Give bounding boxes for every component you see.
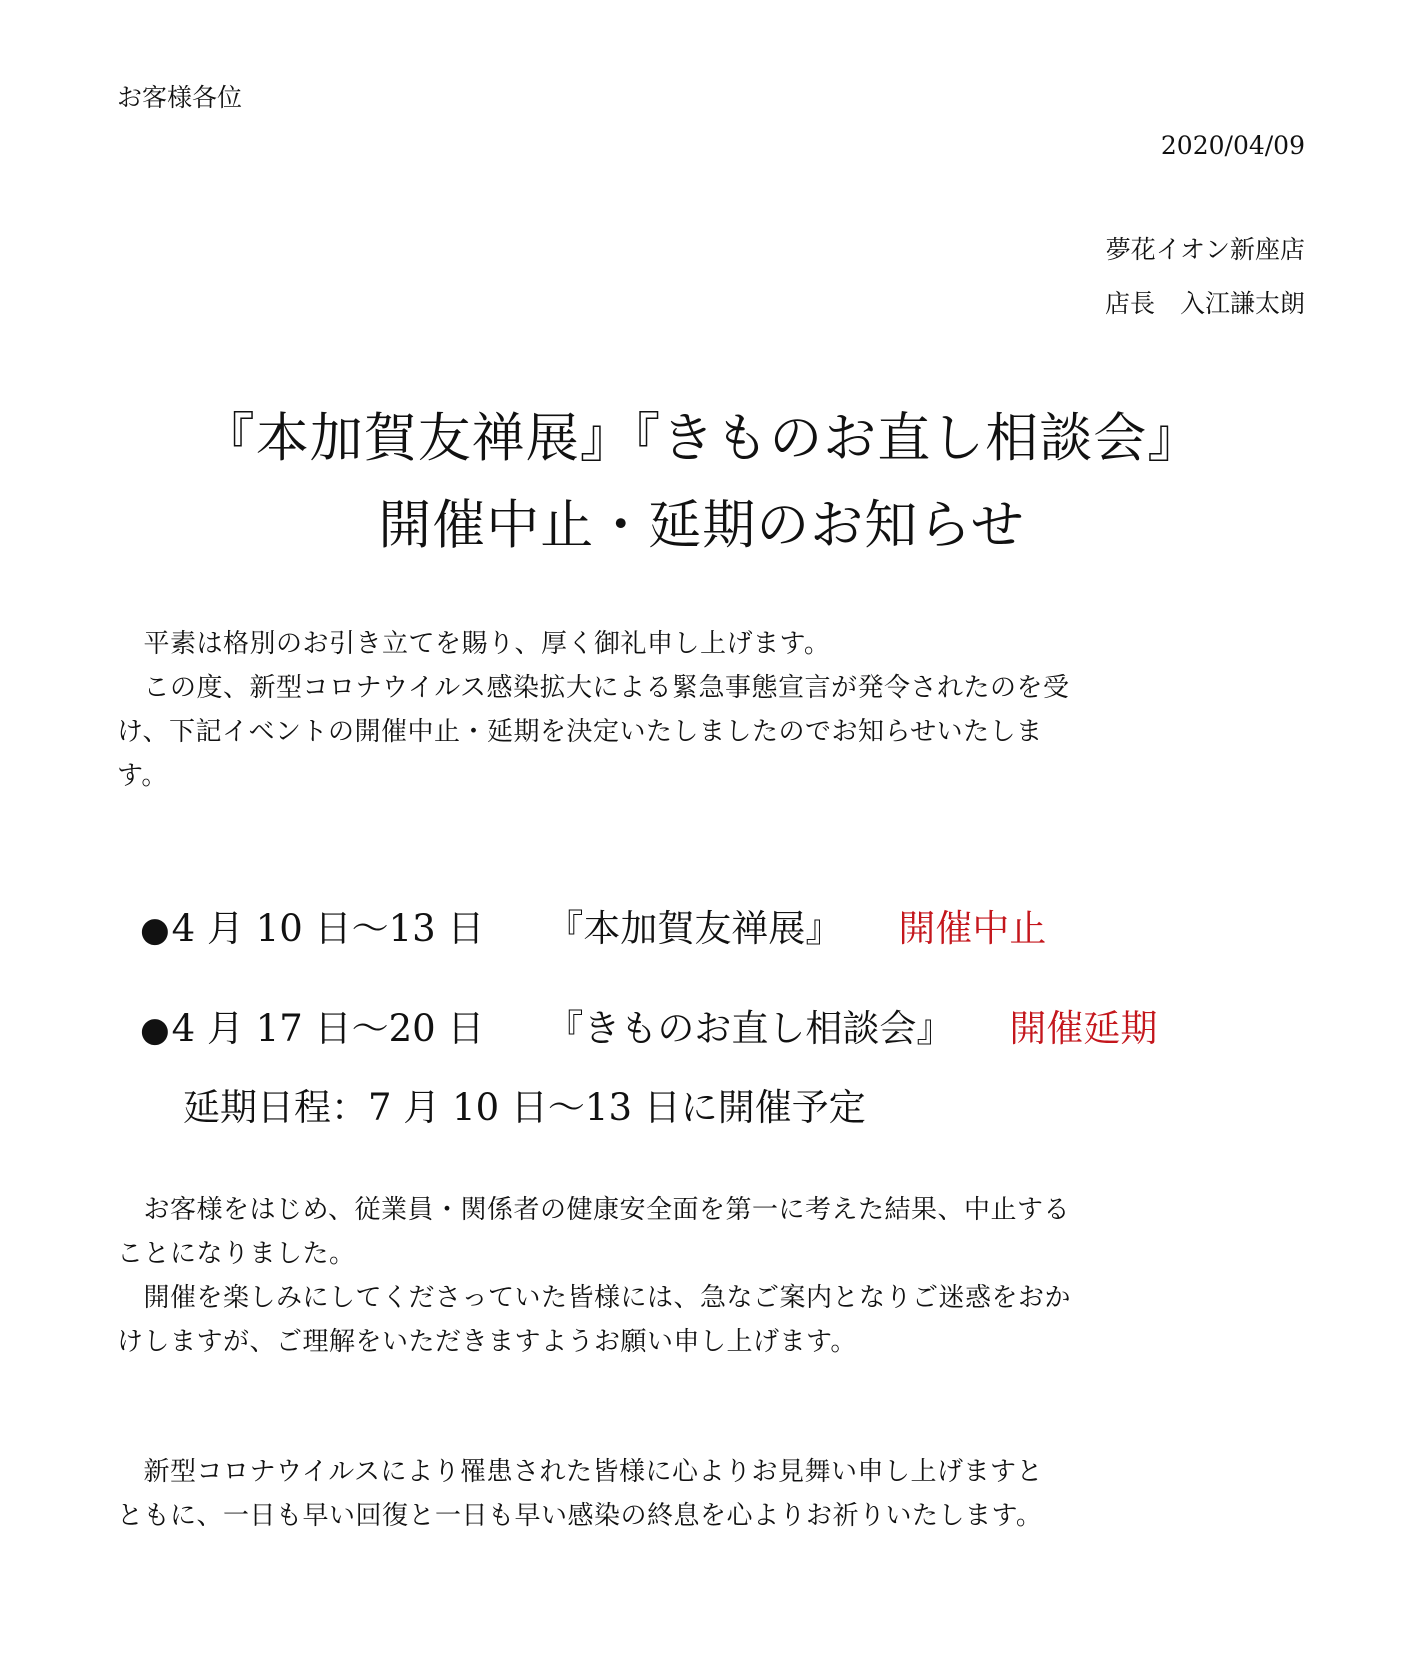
event-dates: 4 月 17 日〜20 日: [171, 1007, 485, 1050]
reason-line: お客様をはじめ、従業員・関係者の健康安全面を第一に考えた結果、中止する: [117, 1195, 1070, 1225]
store-name: 夢花イオン新座店: [1105, 235, 1305, 264]
event-row-yuzen: [140, 904, 1046, 955]
bullet-icon: ●: [140, 1010, 170, 1050]
event-status-postponed: 開催延期: [1009, 1007, 1158, 1050]
event-name: 『きものお直し相談会』: [546, 1007, 954, 1050]
sympathy-line: ともに、一日も早い回復と一日も早い感染の終息を心よりお祈りいたします。: [117, 1501, 1043, 1531]
reason-line: けしますが、ご理解をいただきますようお願い申し上げます。: [117, 1327, 857, 1357]
reason-paragraph: [117, 1188, 1307, 1364]
event-row-kimono: [140, 1004, 1157, 1055]
intro-line: す。: [117, 761, 168, 791]
event-name: 『本加賀友禅展』: [546, 907, 843, 950]
sympathy-paragraph: [117, 1450, 1307, 1538]
event-status-cancelled: 開催中止: [898, 907, 1047, 950]
salutation: お客様各位: [117, 83, 243, 112]
intro-line: この度、新型コロナウイルス感染拡大による緊急事態宣言が発令されたのを受: [117, 673, 1070, 703]
bullet-icon: ●: [140, 910, 170, 950]
intro-paragraph: [117, 622, 1307, 798]
manager-name: 店長 入江謙太朗: [1104, 289, 1305, 318]
intro-line: 平素は格別のお引き立てを賜り、厚く御礼申し上げます。: [117, 629, 831, 659]
postponed-schedule: 延期日程：7 月 10 日〜13 日に開催予定: [183, 1086, 866, 1129]
notice-date: 2020/04/09: [1160, 131, 1305, 160]
sympathy-line: 新型コロナウイルスにより罹患された皆様に心よりお見舞い申し上げますと: [117, 1457, 1043, 1487]
page-title-line-1: 『本加賀友禅展』『きものお直し相談会』: [201, 408, 1202, 469]
reason-line: ことになりました。: [117, 1239, 356, 1269]
reason-line: 開催を楽しみにしてくださっていた皆様には、急なご案内となりご迷惑をおか: [117, 1283, 1072, 1313]
page-title-line-2: 開催中止・延期のお知らせ: [378, 495, 1025, 556]
event-dates: 4 月 10 日〜13 日: [171, 907, 485, 950]
intro-line: け、下記イベントの開催中止・延期を決定いたしましたのでお知らせいたしま: [117, 717, 1043, 747]
